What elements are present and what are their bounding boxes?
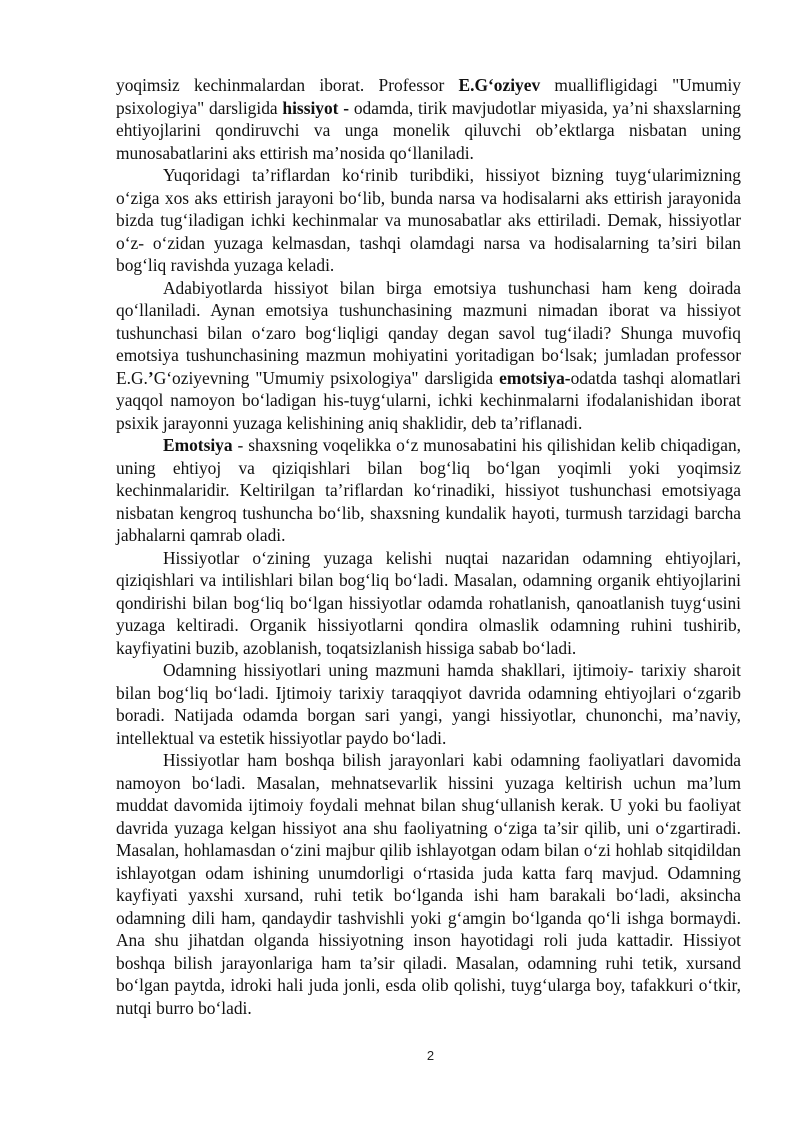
page-number: 2	[426, 1048, 435, 1063]
body-text	[116, 74, 741, 1019]
paragraph	[116, 74, 741, 164]
paragraph	[116, 547, 741, 660]
text-run: Hissiyotlar ham boshqa bilish jarayonlari kabi odamning faoliyatlari davomida namoyon bo‘ladi. Masalan, mehnatsevarlik hissini yuzaga keltirish uchun ma’lum muddat davomida ijtimoiy foydali mehnat bilan shug‘ullanish kerak. U yoki bu faoliyat davrida yuzaga kelgan hissiyot ana shu faoliyatning o‘ziga ta’sir qilib, uni o‘zgartiradi. Masalan, hohlamasdan o‘zini majbur qilib ishlayotgan odam bilan o‘zi hohlab sitqidildan ishlayotgan odam ishining unumdorligi o‘rtasida juda katta farq mavjud. Odamning kayfiyati yaxshi xursand, ruhi tetik bo‘lganda ishi ham barakali bo‘ladi, aksincha odamning dili ham, qandaydir tashvishli yoki g‘amgin bo‘lganda qo‘li ishga bormaydi. Ana shu jihatdan olganda hissiyotning inson hayotidagi roli juda kattadir. Hissiyot boshqa bilish jarayonlariga ham ta’sir qiladi. Masalan, odamning ruhi tetik, xursand bo‘lgan paytda, idroki hali juda jonli, esda olib qolishi, tuyg‘ularga boy, tafakkuri o‘tkir, nutqi burro bo‘ladi.	[116, 750, 741, 1018]
paragraph	[116, 749, 741, 1019]
bold-term: hissiyot -	[282, 97, 350, 118]
bold-term: ’	[147, 367, 154, 388]
text-run: Adabiyotlarda hissiyot bilan birga emotsiya tushunchasi ham keng doirada qo‘llaniladi. Aynan emotsiya tushunchasining mazmuni nimadan iborat va hissiyot tushunchasi bilan o‘zaro bog‘liqligi qanday degan savol tug‘iladi? Shunga muvofiq emotsiya tushunchasining mazmun mohiyatini yoritadigan bo‘lsak; jumladan professor E.G.	[116, 277, 741, 388]
text-run: yoqimsiz kechinmalardan iborat. Professor	[116, 75, 459, 95]
bold-term: Emotsiya	[163, 435, 233, 455]
text-run: muallifligidagi "Umumiy psixologiya" darsligida	[116, 75, 741, 118]
text-run: Odamning hissiyotlari uning mazmuni hamda shakllari, ijtimoiy- tarixiy sharoit bilan bog‘liq bo‘ladi. Ijtimoiy tarixiy taraqqiyot davrida odamning ehtiyojlari o‘zgarib boradi. Natijada odamda borgan sari yangi, yangi hissiyotlar, chunonchi, ma’naviy, intellektual va estetik hissiyotlar paydo bo‘ladi.	[116, 660, 741, 748]
paragraph	[116, 659, 741, 749]
text-run: Yuqoridagi ta’riflardan ko‘rinib turibdiki, hissiyot bizning tuyg‘ularimizning o‘ziga xos aks ettirish jarayoni bo‘lib, bunda narsa va hodisalarni aks ettirish jarayonida bizda tug‘iladigan ichki kechinmalar va munosabatlar aks ettiriladi. Demak, hissiyotlar o‘z- o‘zidan yuzaga kelmasdan, tashqi olamdagi narsa va hodisalarning ta’siri bilan bog‘liq ravishda yuzaga keladi.	[116, 165, 741, 275]
paragraph	[116, 277, 741, 435]
text-run: Hissiyotlar o‘zining yuzaga kelishi nuqtai nazaridan odamning ehtiyojlari, qiziqishlari va intilishlari bilan bog‘liq bo‘ladi. Masalan, odamning organik ehtiyojlarini qondirishi bilan bog‘liq bo‘lgan hissiyotlar odamda rohatlanish, qanoatlanish tuyg‘usini yuzaga keltiradi. Organik hissiyotlarni qondira olmaslik odamning ruhini tushirib, kayfiyatini buzib, azoblanish, toqatsizlanish hissiga sabab bo‘ladi.	[116, 547, 741, 658]
bold-term: emotsiya-	[499, 367, 571, 388]
bold-term: E.G‘oziyev	[458, 75, 541, 95]
text-run: G‘oziyevning "Umumiy psixologiya" darsligida	[153, 367, 500, 388]
text-run: odamda, tirik mavjudotlar miyasida, ya’ni shaxslarning ehtiyojlarini qondiruvchi va unga monelik qiluvchi ob’ektlarga nisbatan uning munosabatlarini aks ettirish ma’nosida qo‘llaniladi.	[116, 97, 741, 163]
paragraph	[116, 164, 741, 277]
text-run: odatda tashqi alomatlari yaqqol namoyon bo‘ladigan his-tuyg‘ularni, ichki kechinmalarni ifodalanishidan iborat psixik jarayonni yuzaga kelishining aniq shaklidir, deb ta’riflanadi.	[116, 367, 741, 433]
paragraph	[116, 434, 741, 547]
text-run: - shaxsning voqelikka o‘z munosabatini his qilishidan kelib chiqadigan, uning ehtiyoj va qiziqishlari bilan bog‘liq bo‘lgan yoqimli yoki yoqimsiz kechinmalaridir. Keltirilgan ta’riflardan ko‘rinadiki, hissiyot tushunchasi emotsiyaga nisbatan kengroq tushuncha bo‘lib, shaxsning kundalik hayoti, turmush tarzidagi barcha jabhalarni qamrab oladi.	[116, 435, 741, 545]
